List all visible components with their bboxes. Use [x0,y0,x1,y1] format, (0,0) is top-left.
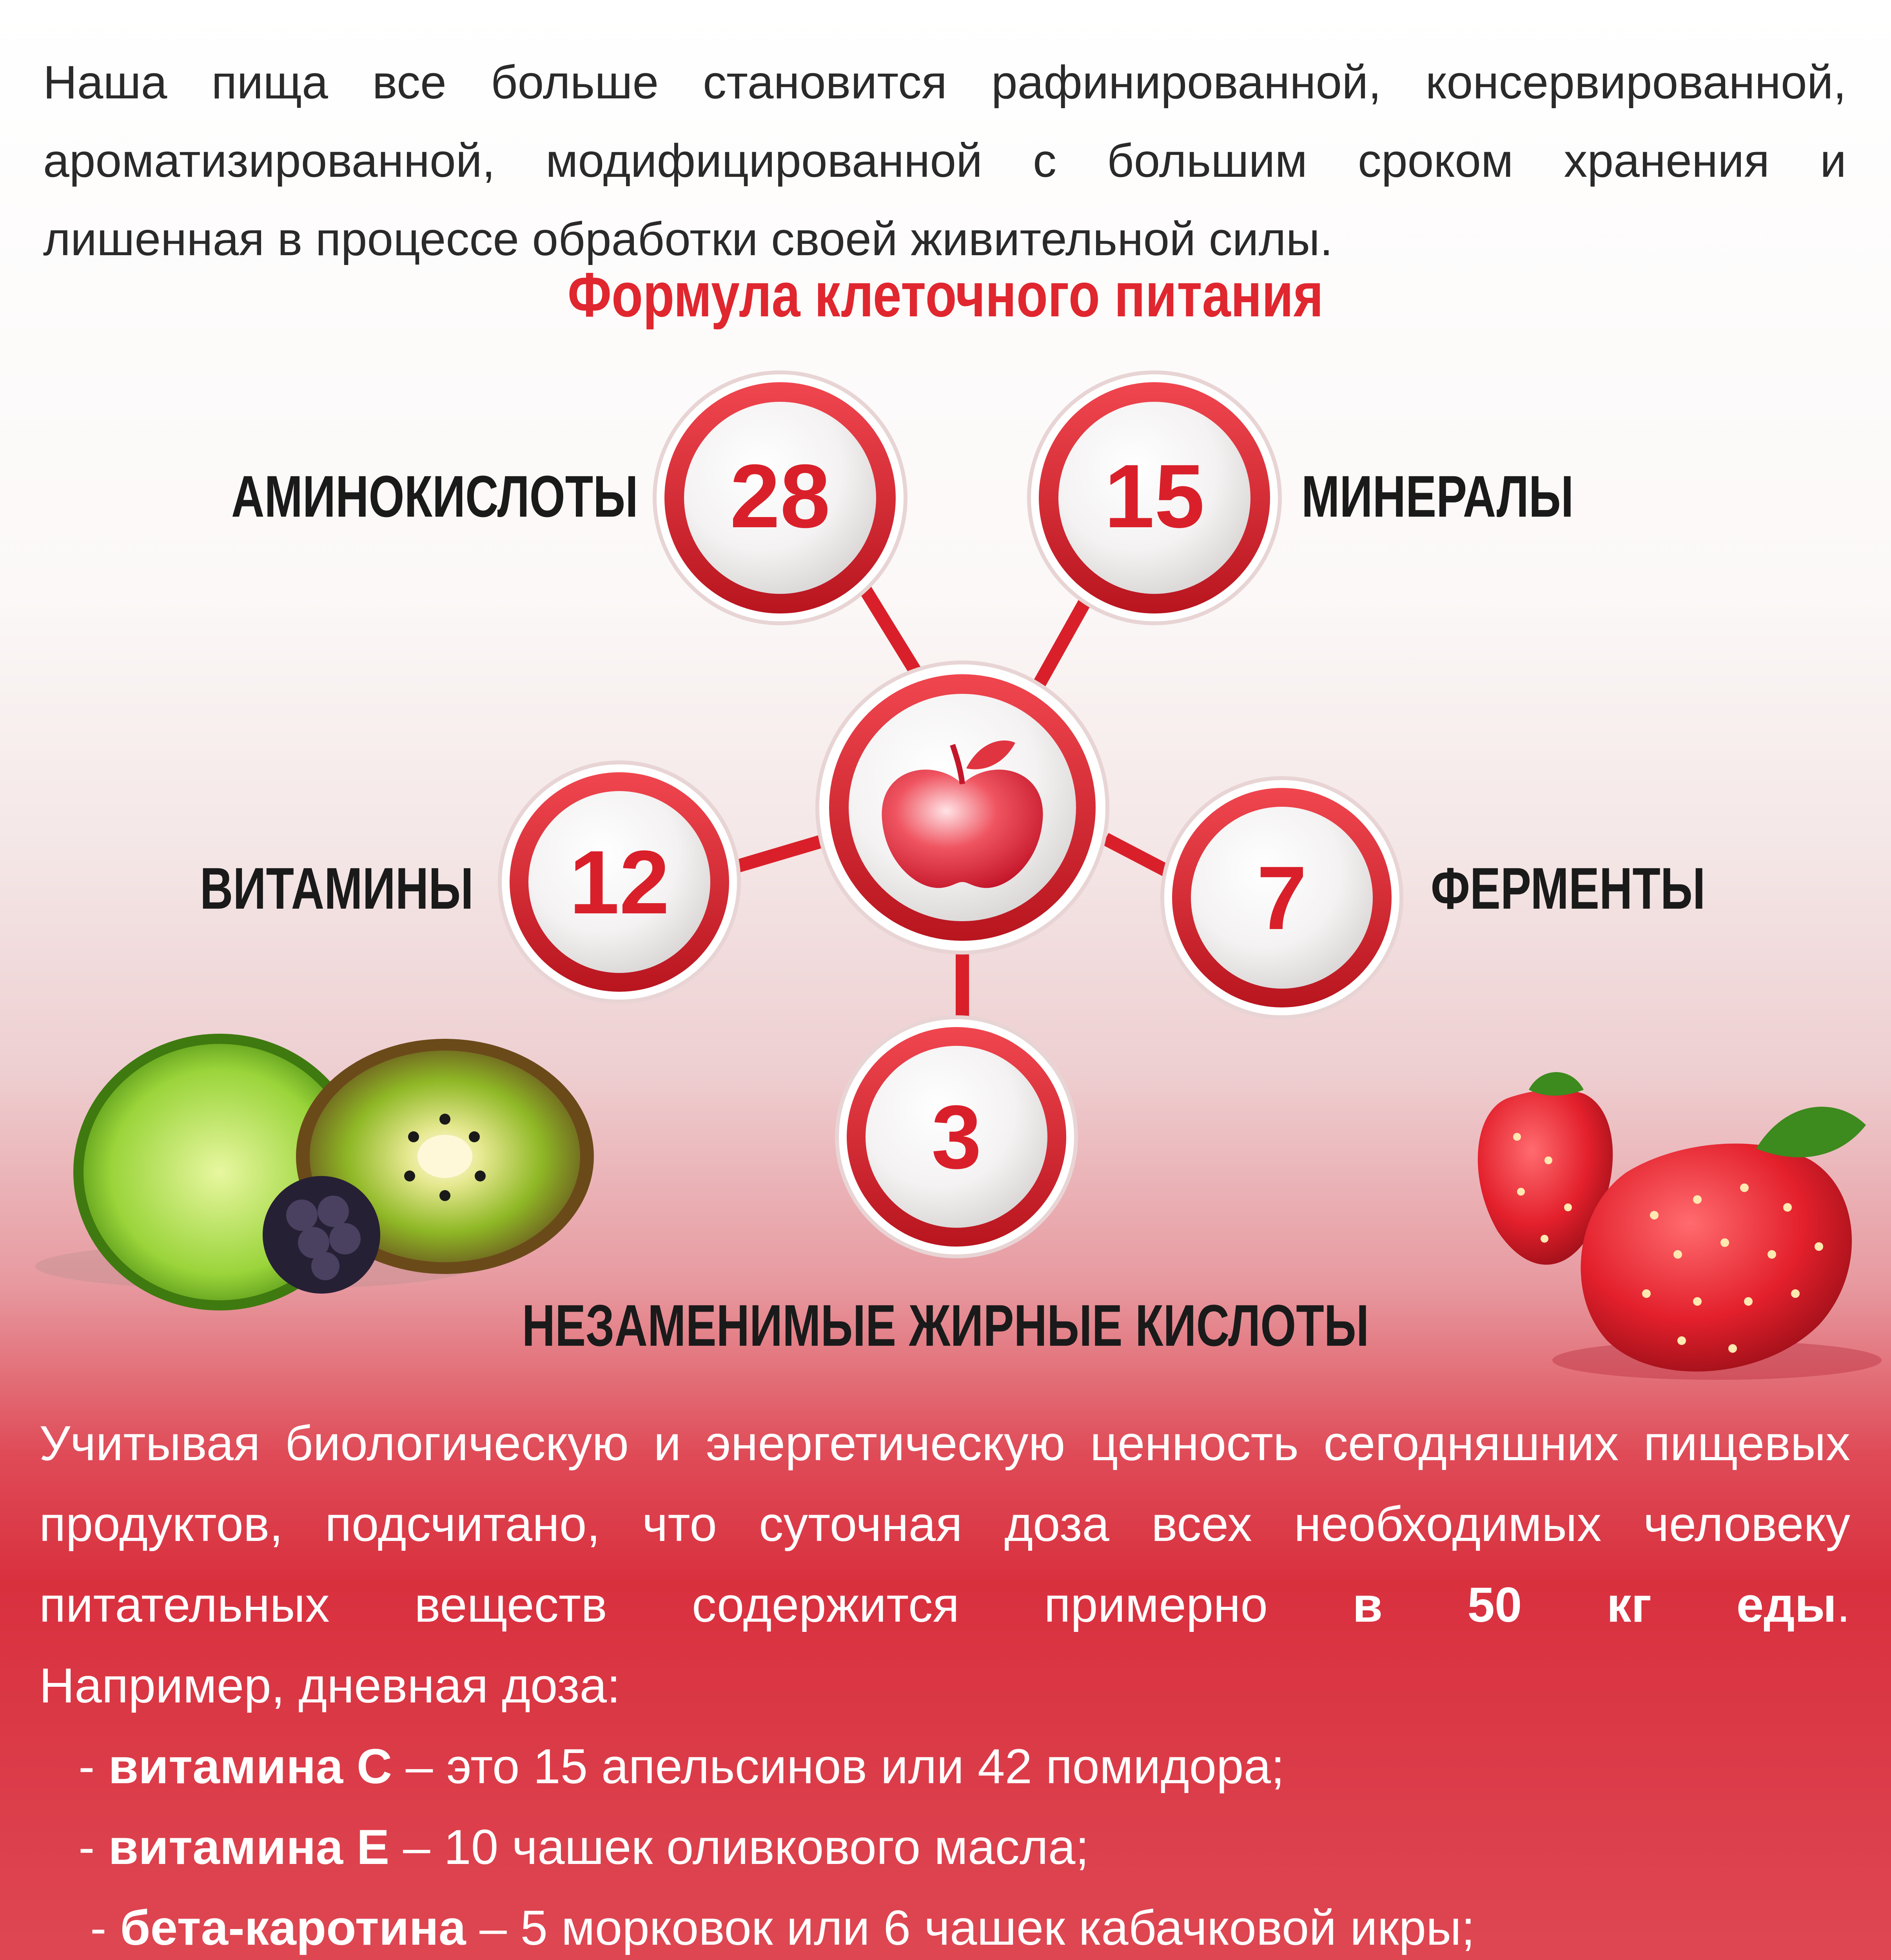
node-enzymes [1162,778,1401,1017]
node-amino [655,372,906,623]
node-fatty [837,1017,1076,1256]
enzymes-count: 7 [1257,848,1307,948]
list-item: - витамина С – это 15 апельсинов или 42 помидора; [78,1739,1285,1794]
label-minerals: МИНЕРАЛЫ [1301,463,1574,529]
intro-paragraph: Наша пища все больше становится рафинированной, консервированной, ароматизированной, модифицированной с большим сроком хранения и лишенная в процессе обработки своей живительной силы. [43,56,1846,265]
page-title: Формула клеточного питания [567,260,1324,330]
label-enzymes: ФЕРМЕНТЫ [1431,855,1706,921]
node-vitamins [500,762,739,1002]
label-vitamins: ВИТАМИНЫ [200,855,474,921]
emphasis-50kg: в 50 кг еды [1352,1578,1837,1632]
label-amino: АМИНОКИСЛОТЫ [231,463,638,529]
vitamins-count: 12 [569,832,670,933]
list-item: - витамина Е – 10 чашек оливкового масла; [78,1820,1089,1875]
main-text [39,1403,1850,1960]
label-fatty: НЕЗАМЕНИМЫЕ ЖИРНЫЕ КИСЛОТЫ [522,1292,1369,1358]
list-item: - бета-каротина – 5 морковок или 6 чашек кабачковой икры; [90,1901,1475,1955]
paragraph-daily-dose: Учитывая биологическую и энергетическую ценность сегодняшних пищевых продуктов, подсчитано, что суточная доза всех необходимых человеку питательных веществ содержится примерно в 50 кг еды. [39,1416,1851,1632]
lime-kiwi-blackberry-image [35,1039,594,1305]
node-minerals [1029,372,1280,623]
minerals-count: 15 [1104,446,1205,546]
center-apple-node [817,662,1107,953]
amino-count: 28 [730,446,830,546]
fatty-count: 3 [931,1087,982,1187]
paragraph-example: Например, дневная доза: [39,1659,621,1713]
